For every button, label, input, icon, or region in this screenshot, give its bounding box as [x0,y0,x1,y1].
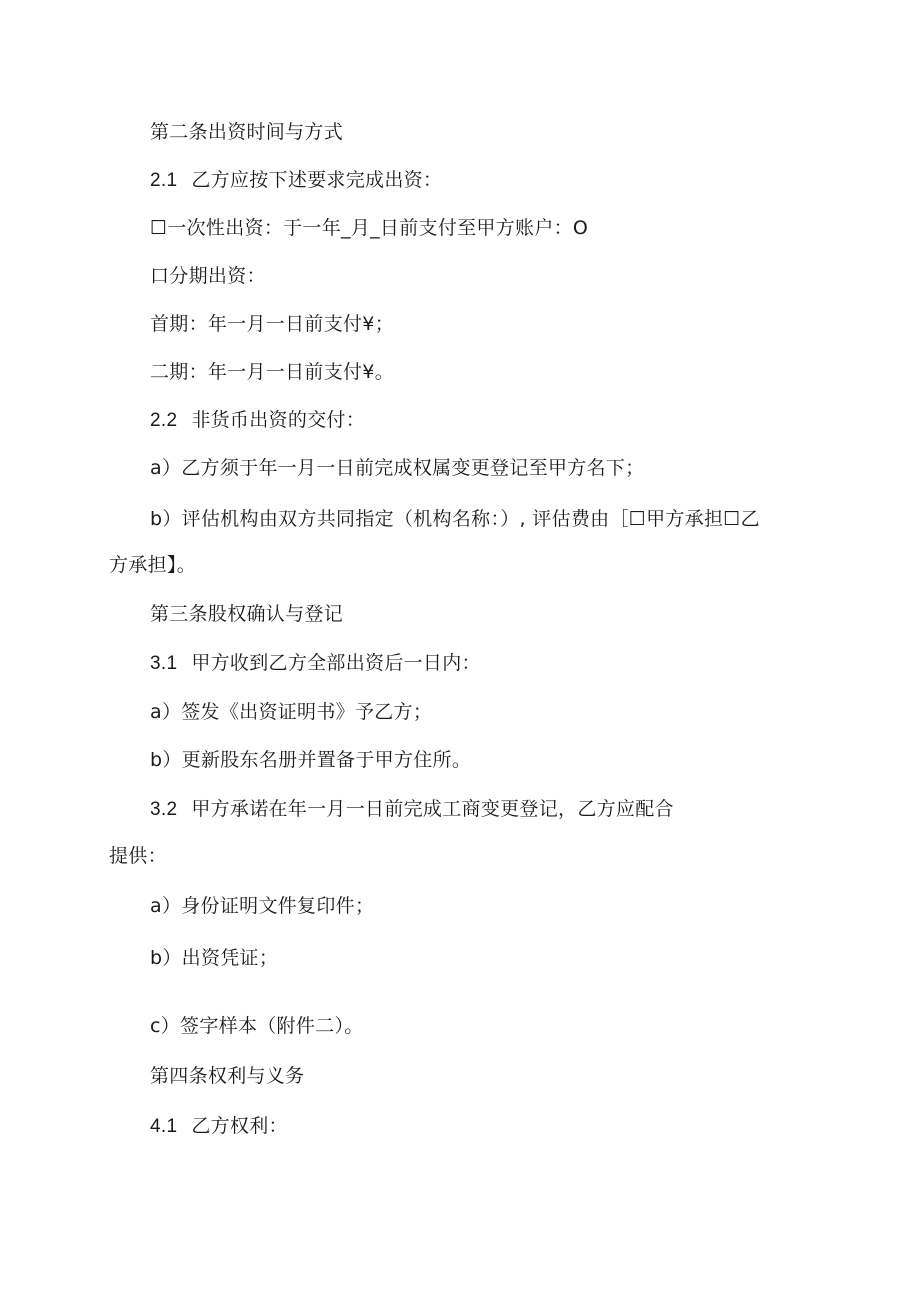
clause-3-1-item-b: b）更新股东名册并置备于甲方住所。 [150,749,472,771]
article-3-heading: 第三条股权确认与登记 [150,603,344,625]
clause-text: 甲方承诺在年一月一日前完成工商变更登记，乙方应配合 [191,798,674,820]
second-installment: 二期：年一月一日前支付¥。 [150,361,394,383]
clause-2-1 [150,167,442,194]
clause-number: 3.1 [150,653,178,674]
option-installment-payment: 口分期出资： [150,265,266,287]
clause-number: 3.2 [150,799,178,820]
clause-number: 2.2 [150,410,178,431]
clause-4-1 [150,1113,288,1140]
clause-text: 乙方权利： [191,1115,288,1137]
article-4-heading: 第四条权利与义务 [150,1065,305,1087]
clause-3-2-item-c: c）签字样本（附件二）。 [150,1015,364,1037]
option-one-time-payment: ☐一次性出资：于一年_月_日前支付至甲方账户：O [150,217,589,239]
article-2-heading: 第二条出资时间与方式 [150,121,344,143]
clause-2-2-item-a: a）乙方须于年一月一日前完成权属变更登记至甲方名下； [150,457,645,479]
clause-2-2 [150,407,365,434]
clause-text: 甲方收到乙方全部出资后一日内： [191,652,481,674]
clause-3-2-continued: 提供： [109,845,167,867]
clause-3-2 [150,796,674,823]
clause-2-2-item-b-continued: 方承担】。 [109,554,197,576]
clause-3-1 [150,650,481,677]
clause-number: 4.1 [150,1116,178,1137]
clause-3-1-item-a: a）签发《出资证明书》予乙方； [150,701,433,723]
clause-3-2-item-a: a）身份证明文件复印件； [150,895,375,917]
first-installment: 首期：年一月一日前支付¥； [150,313,394,335]
clause-text: 乙方应按下述要求完成出资： [191,169,443,191]
clause-text: 非货币出资的交付： [191,409,366,431]
clause-number: 2.1 [150,170,178,191]
clause-2-2-item-b: b）评估机构由双方共同指定（机构名称：）, 评估费由［☐甲方承担☐乙 [150,508,760,530]
clause-3-2-item-b: b）出资凭证； [150,947,279,969]
